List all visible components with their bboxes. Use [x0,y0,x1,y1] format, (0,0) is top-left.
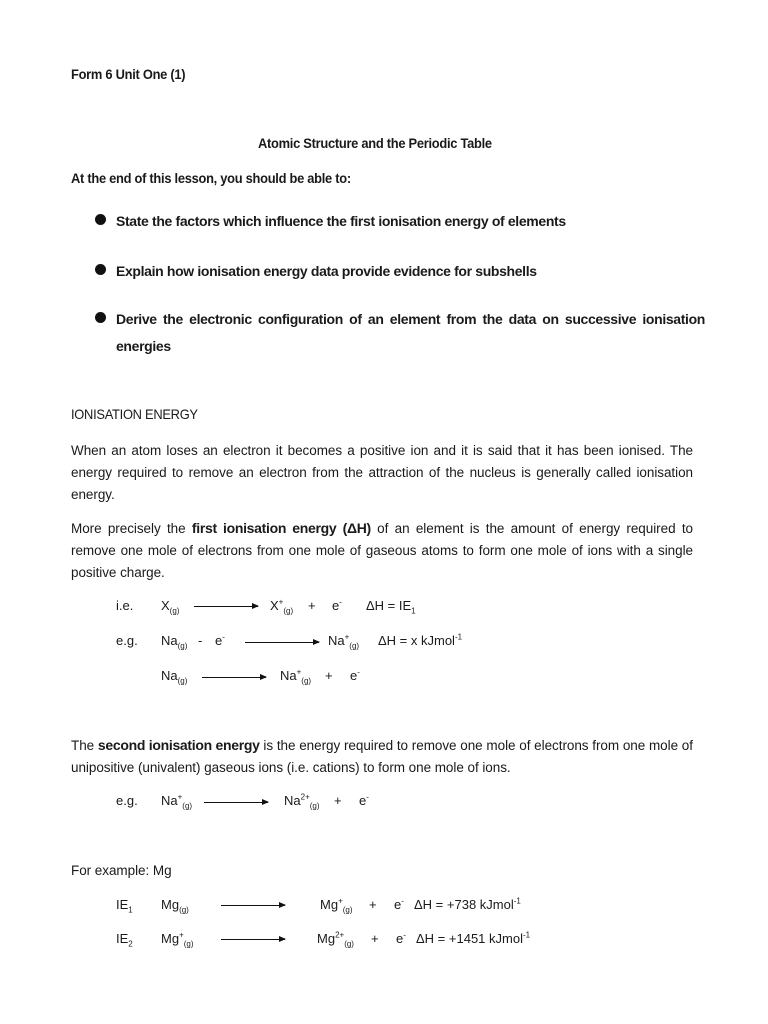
product: $Na^+_{(g)}$ [280,667,312,686]
product: $Mg^{2+}_{(g)}$ [317,930,354,949]
reactant: $Mg^+_{(g)}$ [161,930,194,949]
enthalpy-change: ΔH = x kJmol$^{-1}$ [378,632,463,648]
product: $Mg^+_{(g)}$ [320,896,353,915]
plus-sign: + [369,897,377,912]
equation-label: $IE_1$ [116,897,133,915]
section-heading: IONISATION ENERGY [71,406,198,422]
electron: e- [396,930,406,946]
para-text: More precisely the [71,521,192,536]
reactant: $Na_{(g)}$ [161,633,188,651]
product: $X^+_{(g)}$ [270,597,294,616]
reaction-arrow-icon [245,642,319,643]
reactant: $Mg_{(g)}$ [161,897,189,915]
electron: e- [350,667,360,683]
plus-sign: + [371,931,379,946]
bullet-icon [95,312,106,323]
equation-label: e.g. [116,793,138,808]
para-text: is the energy required to remove one mole of electrons from one mole of unipositive (univalent) gaseous ions (i.e. cations) to form one mole of ions. [71,738,693,775]
lesson-intro: At the end of this lesson, you should be able to: [71,170,351,186]
objective-item [95,258,705,285]
objective-text: Explain how ionisation energy data provide evidence for subshells [116,263,537,279]
electron: e- [359,792,369,808]
electron: e- [332,597,342,613]
reactant: $Na_{(g)}$ [161,668,188,686]
para-text: The [71,738,98,753]
objective-item [95,306,705,360]
minus-sign: - [198,633,203,648]
unit-title: Form 6 Unit One (1) [71,66,186,82]
reaction-arrow-icon [221,939,285,940]
enthalpy-change: $\Delta H = IE_1$ [366,598,416,616]
reaction-arrow-icon [204,802,268,803]
plus-sign: + [308,598,316,613]
term-first-ionisation: first ionisation energy (ΔH) [191,520,371,536]
example-label: For example: Mg [71,863,172,878]
objective-item [95,208,705,235]
para-text: of an element is the amount of energy required to remove one mole of electrons from one mole of gaseous atoms to form one mole of ions with a single positive charge. [71,521,693,580]
objective-text: Derive the electronic configuration of an element from the data on successive ionisation energies [116,311,705,354]
enthalpy-change: ΔH = +1451 kJmol$^{-1}$ [416,930,531,946]
plus-sign: + [334,793,342,808]
electron: e- [394,896,404,912]
reactant: $Na^+_{(g)}$ [161,792,193,811]
equation-label: e.g. [116,633,138,648]
plus-sign: + [325,668,333,683]
equation-label: $IE_2$ [116,931,133,949]
paragraph-ionisation: When an atom loses an electron it becomes a positive ion and it is said that it has been ionised. The energy required to remove an electron from the attraction of the nucleus is generally called ionisation energy. [71,443,693,502]
term-second-ionisation: second ionisation energy [97,737,260,753]
product: $Na^+_{(g)}$ [328,632,360,651]
bullet-icon [95,264,106,275]
reactant: $X_{(g)}$ [161,598,180,616]
product: $Na^{2+}_{(g)}$ [284,792,320,811]
reaction-arrow-icon [202,677,266,678]
reaction-arrow-icon [221,905,285,906]
reaction-arrow-icon [194,606,258,607]
document-title: Atomic Structure and the Periodic Table [258,135,492,151]
paragraph-first-ionisation [71,517,693,584]
enthalpy-change: ΔH = +738 kJmol$^{-1}$ [414,896,521,912]
electron: e- [215,632,225,648]
equation-label: i.e. [116,598,134,613]
objective-text: State the factors which influence the first ionisation energy of elements [116,213,566,229]
bullet-icon [95,214,106,225]
paragraph-second-ionisation [71,734,693,779]
